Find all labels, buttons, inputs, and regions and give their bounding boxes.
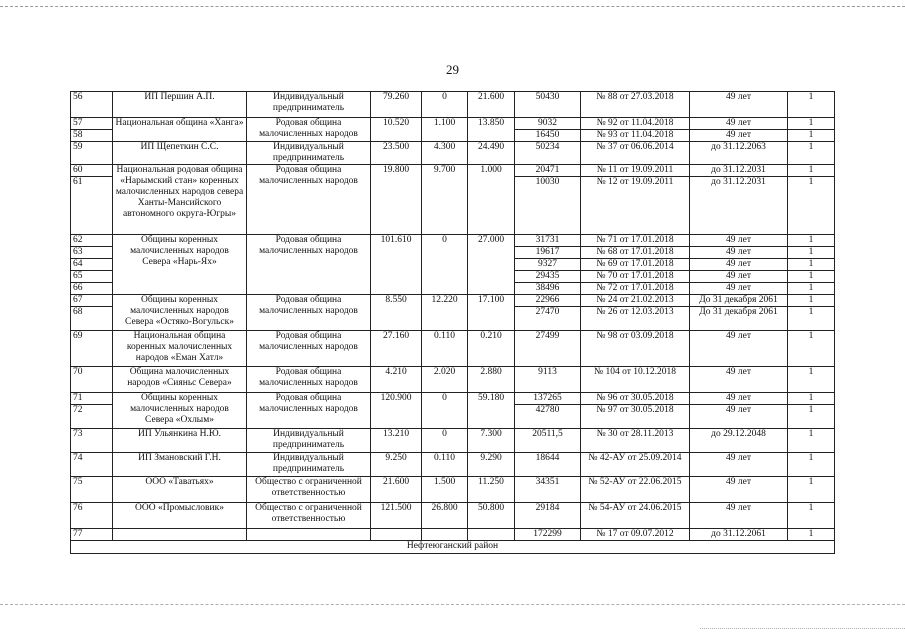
table-row [71,529,835,541]
table-row [71,453,835,477]
table-row [71,142,835,165]
value-b: 12.220 [422,295,468,331]
value-c: 13.850 [468,118,515,142]
empty-cell [113,529,247,541]
row-number: 73 [71,429,113,453]
row-number: 58 [71,130,113,142]
user-type: Родовая община малочисленных народов [247,295,371,331]
area-id: 50430 [515,92,581,118]
row-number: 66 [71,283,113,295]
scan-edge-top [0,6,905,11]
value-a: 21.600 [371,477,422,503]
user-name: ИП Щепеткин С.С. [113,142,247,165]
agreement: № 72 от 17.01.2018 [581,283,690,295]
row-number: 71 [71,393,113,405]
user-name: Национальная родовая община «Нарымский стан» коренных малочисленных народов севера Ханты-Мансийского автономного округа-Югры» [113,165,247,235]
count: 1 [788,529,835,541]
area-id: 9327 [515,259,581,271]
row-number: 61 [71,177,113,235]
value-c: 11.250 [468,477,515,503]
agreement: № 42-АУ от 25.09.2014 [581,453,690,477]
value-b: 0.110 [422,331,468,367]
area-id: 38496 [515,283,581,295]
agreement: № 69 от 17.01.2018 [581,259,690,271]
term: До 31 декабря 2061 [690,307,788,331]
row-number: 68 [71,307,113,331]
value-c: 27.000 [468,235,515,295]
table-row [71,393,835,405]
agreement: № 71 от 17.01.2018 [581,235,690,247]
user-type: Родовая община малочисленных народов [247,393,371,429]
empty-cell [422,529,468,541]
term: 49 лет [690,367,788,393]
count: 1 [788,130,835,142]
value-b: 0 [422,393,468,429]
table-row [71,503,835,529]
agreement: № 96 от 30.05.2018 [581,393,690,405]
value-b: 0.110 [422,453,468,477]
value-a: 120.900 [371,393,422,429]
count: 1 [788,259,835,271]
user-name: Община малочисленных народов «Сияньс Севера» [113,367,247,393]
count: 1 [788,503,835,529]
hunting-grounds-table [70,91,835,554]
agreement: № 68 от 17.01.2018 [581,247,690,259]
term: 49 лет [690,118,788,130]
area-id: 34351 [515,477,581,503]
user-name: ИП Ульянкина Н.Ю. [113,429,247,453]
area-id: 42780 [515,405,581,429]
count: 1 [788,177,835,235]
page-number: 29 [446,62,459,77]
count: 1 [788,142,835,165]
agreement: № 54-АУ от 24.06.2015 [581,503,690,529]
user-name: Общины коренных малочисленных народов Севера «Нарь-Ях» [113,235,247,295]
empty-cell [371,529,422,541]
count: 1 [788,429,835,453]
area-id: 18644 [515,453,581,477]
value-a: 27.160 [371,331,422,367]
term: до 29.12.2048 [690,429,788,453]
value-c: 17.100 [468,295,515,331]
row-number: 74 [71,453,113,477]
agreement: № 11 от 19.09.2011 [581,165,690,177]
area-id: 50234 [515,142,581,165]
user-type: Общество с ограниченной ответственностью [247,503,371,529]
row-number: 70 [71,367,113,393]
user-name: ООО «Таватьях» [113,477,247,503]
table-row [71,295,835,307]
value-a: 23.500 [371,142,422,165]
term: до 31.12.2031 [690,165,788,177]
table-row [71,477,835,503]
row-number: 56 [71,92,113,118]
count: 1 [788,283,835,295]
count: 1 [788,271,835,283]
term: 49 лет [690,477,788,503]
user-name: Национальная община коренных малочисленных народов «Еман Хатл» [113,331,247,367]
count: 1 [788,92,835,118]
row-number: 75 [71,477,113,503]
area-id: 20471 [515,165,581,177]
row-number: 63 [71,247,113,259]
value-c: 0.210 [468,331,515,367]
value-a: 8.550 [371,295,422,331]
section-row [71,541,835,554]
term: 49 лет [690,247,788,259]
value-c: 9.290 [468,453,515,477]
row-number: 76 [71,503,113,529]
term: 49 лет [690,453,788,477]
value-c: 1.000 [468,165,515,235]
agreement: № 104 от 10.12.2018 [581,367,690,393]
scan-edge-bottom-right [700,628,905,629]
user-type: Родовая община малочисленных народов [247,331,371,367]
area-id: 20511,5 [515,429,581,453]
row-number: 60 [71,165,113,177]
user-name: Общины коренных малочисленных народов Севера «Остяко-Вогульск» [113,295,247,331]
value-b: 9.700 [422,165,468,235]
value-a: 4.210 [371,367,422,393]
value-a: 79.260 [371,92,422,118]
area-id: 29184 [515,503,581,529]
value-a: 9.250 [371,453,422,477]
scan-edge-bottom [0,604,905,611]
section-title: Нефтеюганский район [71,541,835,554]
term: До 31 декабря 2061 [690,295,788,307]
area-id: 27470 [515,307,581,331]
row-number: 72 [71,405,113,429]
term: 49 лет [690,503,788,529]
count: 1 [788,235,835,247]
term: 49 лет [690,271,788,283]
area-id: 10030 [515,177,581,235]
agreement: № 93 от 11.04.2018 [581,130,690,142]
user-name: Общины коренных малочисленных народов Севера «Охлым» [113,393,247,429]
value-b: 26.800 [422,503,468,529]
value-c: 2.880 [468,367,515,393]
user-name: ИП Змановский Г.Н. [113,453,247,477]
value-b: 2.020 [422,367,468,393]
empty-cell [247,529,371,541]
term: 49 лет [690,331,788,367]
user-type: Индивидуальный предприниматель [247,142,371,165]
user-type: Родовая община малочисленных народов [247,165,371,235]
table-row [71,331,835,367]
count: 1 [788,295,835,307]
agreement: № 12 от 19.09.2011 [581,177,690,235]
count: 1 [788,118,835,130]
area-id: 31731 [515,235,581,247]
user-type: Общество с ограниченной ответственностью [247,477,371,503]
area-id: 172299 [515,529,581,541]
term: 49 лет [690,405,788,429]
value-a: 121.500 [371,503,422,529]
value-b: 1.100 [422,118,468,142]
user-name: Национальная община «Ханга» [113,118,247,142]
row-number: 59 [71,142,113,165]
agreement: № 37 от 06.06.2014 [581,142,690,165]
value-b: 4.300 [422,142,468,165]
count: 1 [788,405,835,429]
user-type: Родовая община малочисленных народов [247,367,371,393]
agreement: № 92 от 11.04.2018 [581,118,690,130]
count: 1 [788,453,835,477]
count: 1 [788,367,835,393]
area-id: 16450 [515,130,581,142]
count: 1 [788,247,835,259]
value-c: 7.300 [468,429,515,453]
value-b: 0 [422,429,468,453]
row-number: 57 [71,118,113,130]
value-a: 19.800 [371,165,422,235]
empty-cell [468,529,515,541]
value-b: 0 [422,235,468,295]
row-number: 62 [71,235,113,247]
value-b: 1.500 [422,477,468,503]
area-id: 27499 [515,331,581,367]
agreement: № 97 от 30.05.2018 [581,405,690,429]
row-number: 67 [71,295,113,307]
agreement: № 70 от 17.01.2018 [581,271,690,283]
count: 1 [788,165,835,177]
term: 49 лет [690,92,788,118]
term: 49 лет [690,393,788,405]
row-number: 77 [71,529,113,541]
user-type: Индивидуальный предприниматель [247,453,371,477]
area-id: 19617 [515,247,581,259]
term: до 31.12.2031 [690,177,788,235]
row-number: 64 [71,259,113,271]
value-c: 59.180 [468,393,515,429]
table-row [71,165,835,177]
agreement: № 52-АУ от 22.06.2015 [581,477,690,503]
value-c: 21.600 [468,92,515,118]
value-a: 101.610 [371,235,422,295]
row-number: 69 [71,331,113,367]
count: 1 [788,307,835,331]
area-id: 22966 [515,295,581,307]
value-c: 50.800 [468,503,515,529]
agreement: № 88 от 27.03.2018 [581,92,690,118]
agreement: № 30 от 28.11.2013 [581,429,690,453]
term: 49 лет [690,130,788,142]
value-a: 13.210 [371,429,422,453]
table-row [71,235,835,247]
count: 1 [788,393,835,405]
row-number: 65 [71,271,113,283]
term: 49 лет [690,259,788,271]
term: 49 лет [690,283,788,295]
term: до 31.12.2063 [690,142,788,165]
area-id: 9113 [515,367,581,393]
user-type: Индивидуальный предприниматель [247,92,371,118]
value-a: 10.520 [371,118,422,142]
term: 49 лет [690,235,788,247]
user-type: Индивидуальный предприниматель [247,429,371,453]
agreement: № 98 от 03.09.2018 [581,331,690,367]
area-id: 29435 [515,271,581,283]
agreement: № 17 от 09.07.2012 [581,529,690,541]
user-type: Родовая община малочисленных народов [247,118,371,142]
agreement: № 26 от 12.03.2013 [581,307,690,331]
area-id: 9032 [515,118,581,130]
user-name: ИП Першин А.П. [113,92,247,118]
user-name: ООО «Промысловик» [113,503,247,529]
table-row [71,429,835,453]
count: 1 [788,331,835,367]
agreement: № 24 от 21.02.2013 [581,295,690,307]
value-c: 24.490 [468,142,515,165]
user-type: Родовая община малочисленных народов [247,235,371,295]
table-row [71,92,835,118]
table-row [71,367,835,393]
count: 1 [788,477,835,503]
table-row [71,118,835,130]
value-b: 0 [422,92,468,118]
area-id: 137265 [515,393,581,405]
term: до 31.12.2061 [690,529,788,541]
